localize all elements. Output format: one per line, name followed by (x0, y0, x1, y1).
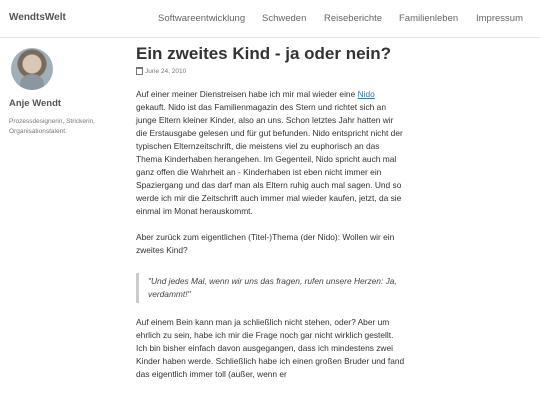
top-navbar (0, 0, 540, 38)
main-nav (0, 13, 540, 27)
brand-link[interactable]: WendtsWelt (9, 12, 66, 23)
nav-softwareentwicklung[interactable]: Softwareentwicklung (158, 13, 246, 24)
nav-schweden[interactable]: Schweden (262, 13, 307, 24)
post-content (136, 44, 406, 381)
author-bio: Prozessdesignerin, Strickerin, Organisationstalent. (9, 118, 95, 135)
p1-text-before: Auf einer meiner Dienstreisen habe ich mir mal wieder eine (136, 89, 358, 99)
post-blockquote: "Und jedes Mal, wenn wir uns das fragen, rufen unsere Herzen: Ja, verdammt!" (136, 273, 406, 303)
author-sidebar (9, 48, 119, 136)
post-title: Ein zweites Kind - ja oder nein? (136, 44, 392, 63)
nido-link[interactable]: Nido (357, 89, 375, 99)
post-date (136, 67, 406, 75)
post-paragraph-2: Aber zurück zum eigentlichen (Titel-)Thema (der Nido): Wollen wir ein zweites Kind? (136, 232, 395, 255)
nav-familienleben[interactable]: Familienleben (399, 13, 459, 24)
author-name: Anje Wendt (9, 98, 62, 109)
nav-reiseberichte[interactable]: Reiseberichte (324, 13, 383, 24)
author-avatar (11, 48, 53, 90)
calendar-icon (136, 67, 143, 75)
post-paragraph-3: Auf einem Bein kann man ja schließlich nicht stehen, oder? Aber um ehrlich zu sein, habe ich mir die Frage noch gar nicht wirklich gestellt. Ich bin bisher einfach davon ausgegangen, dass ich mindestens zwei Kinder haben werde. Schließlich habe ich einen großen Bruder und fand das eigentlich immer toll (außer, wenn er (136, 317, 405, 379)
post-paragraph-1 (136, 88, 406, 218)
post-date-text: June 24, 2010 (145, 67, 187, 75)
nav-impressum[interactable]: Impressum (476, 13, 523, 24)
p1-text-after: gekauft. Nido ist das Familienmagazin des Stern und richtet sich an junge Eltern kleiner Kinder, also an uns. Schon letztes Jahr hatten wir die Erstausgabe gelesen und für gut befunden. Nido entspricht nicht der typischen Elternzeitschrift, die meistens viel zu euphorisch an das Thema Kinderhaben herangehen. Im Gegenteil, Nido spricht auch mal ganz offen die Wahrheit an - Kinderhaben ist eben nicht immer ein Spaziergang und das darf man als Eltern ruhig auch mal sagen. Und so werde ich mir die Zeitschrift auch immer mal wieder kaufen, jetzt, da sie einmal im Monat herauskommt. (136, 102, 403, 216)
